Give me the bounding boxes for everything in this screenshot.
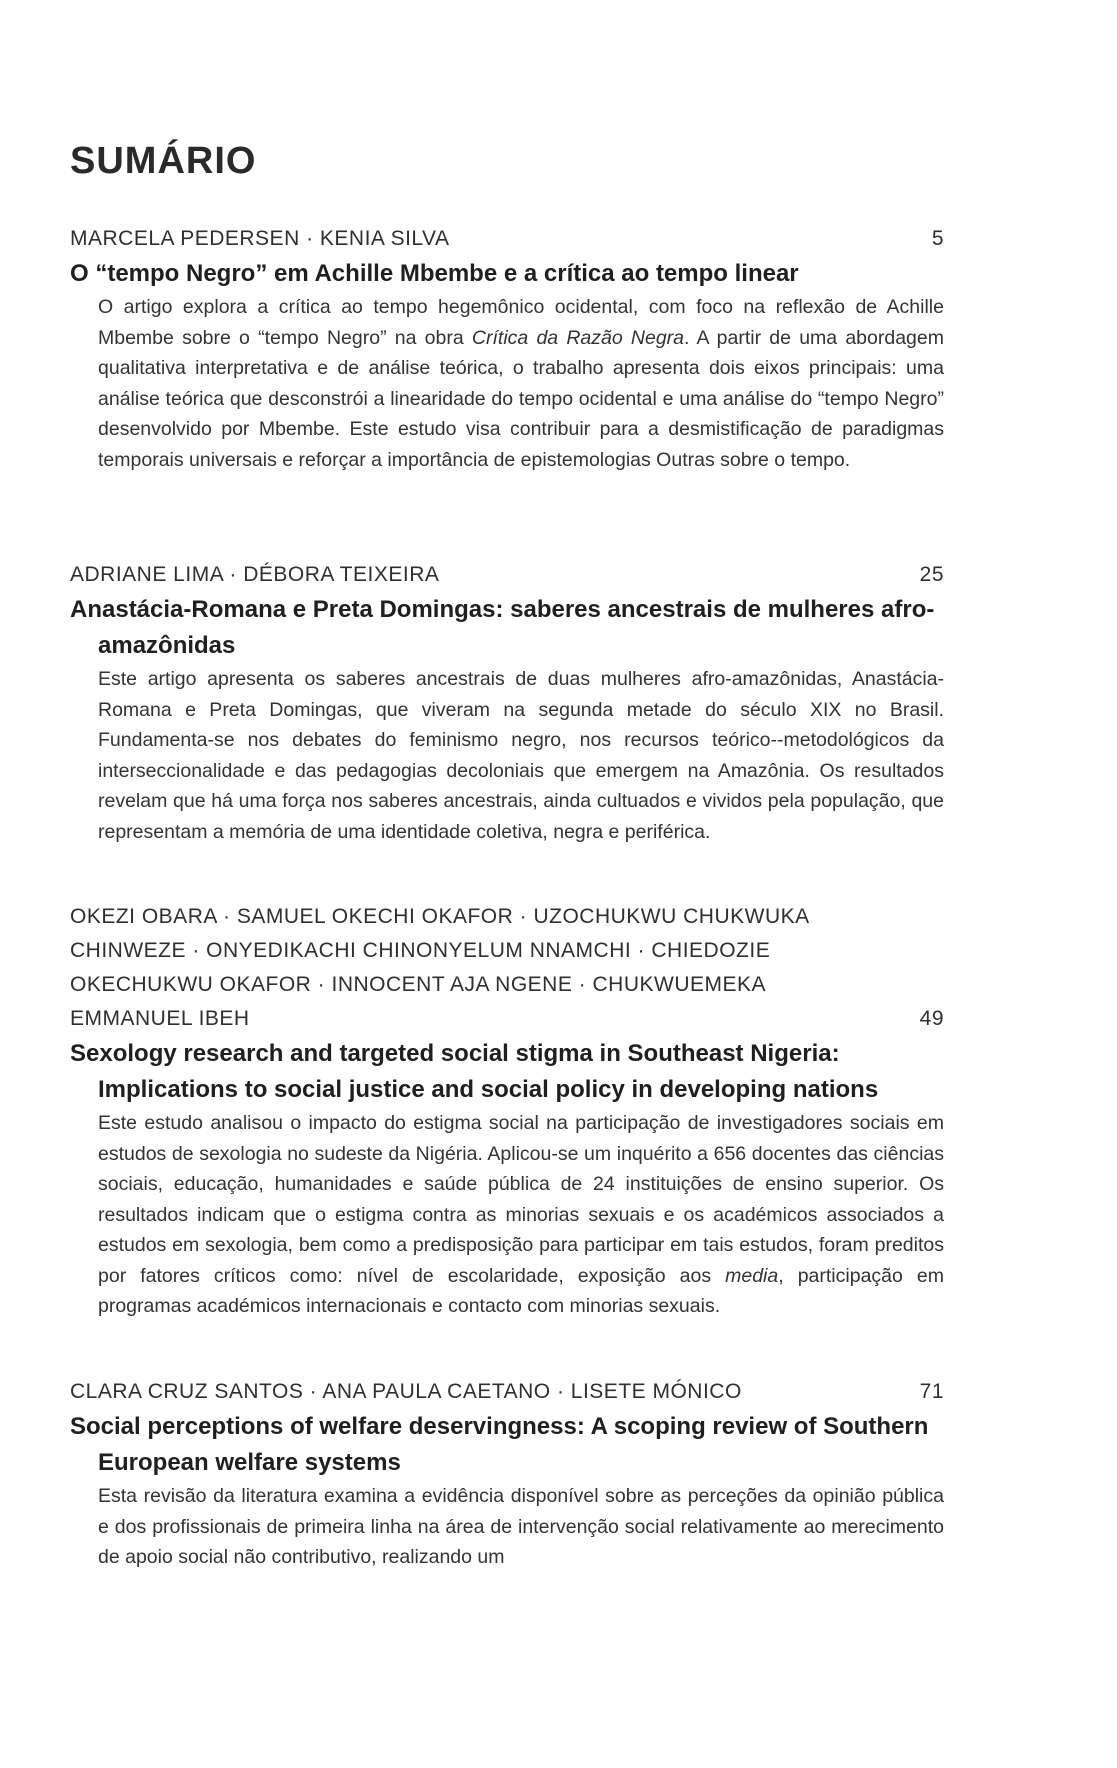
entry-page-number: 5 [931, 227, 944, 250]
entry-abstract [70, 1108, 944, 1322]
entry-page-number: 25 [919, 563, 944, 586]
entry-abstract: Este artigo apresenta os saberes ancestrais de duas mulheres afro-amazônidas, Anastácia-Romana e Preta Domingas, que viveram na segunda metade do século XIX no Brasil. Fundamenta-se nos debates do feminismo negro, nos recursos teórico--metodológicos da interseccionalidade e das pedagogias decoloniais que emergem na Amazônia. Os resultados revelam que há uma força nos saberes ancestrais, ainda cultuados e vividos pela população, que representam a memória de uma identidade coletiva, negra e periférica. [98, 668, 944, 843]
entry-authors: ADRIANE LIMA · DÉBORA TEIXEIRA [70, 563, 440, 586]
entry-authors: CLARA CRUZ SANTOS · ANA PAULA CAETANO · LISETE MÓNICO [70, 1380, 742, 1403]
entry-abstract: Esta revisão da literatura examina a evidência disponível sobre as perceções da opinião pública e dos profissionais de primeira linha na área de intervenção social relativamente ao merecimento de apoio social não contributivo, realizando um [98, 1485, 944, 1568]
entry-title: Social perceptions of welfare deservingness: A scoping review of Southern European welfare systems [70, 1413, 929, 1476]
toc-entry [70, 1375, 944, 1573]
entry-title: Anastácia-Romana e Preta Domingas: saberes ancestrais de mulheres afro-amazônidas [70, 596, 935, 659]
entry-title: O “tempo Negro” em Achille Mbembe e a crítica ao tempo linear [70, 260, 799, 287]
entry-authors: OKEZI OBARA · SAMUEL OKECHI OKAFOR · UZOCHUKWU CHUKWUKA CHINWEZE · ONYEDIKACHI CHINONYELUM NNAMCHI · CHIEDOZIE OKECHUKWU OKAFOR · INNOCENT AJA NGENE · CHUKWUEMEKA EMMANUEL IBEH [70, 905, 809, 1030]
entry-page-number: 71 [919, 1380, 944, 1403]
entry-authors: MARCELA PEDERSEN · KENIA SILVA [70, 227, 450, 250]
toc-entry [70, 558, 944, 847]
abstract-text: Este estudo analisou o impacto do estigma social na participação de investigadores sociais em estudos de sexologia no sudeste da Nigéria. Aplicou-se um inquérito a 656 docentes das ciências sociais, educação, humanidades e saúde pública de 24 instituições de ensino superior. Os resultados indicam que o estigma contra as minorias sexuais e os académicos associados a estudos em sexologia, bem como a predisposição para participar em tais estudos, foram preditos por fatores críticos como: nível de escolaridade, exposição aos [98, 1112, 944, 1287]
abstract-italic-text: Crítica da Razão Negra [471, 326, 685, 349]
toc-entry [70, 900, 944, 1322]
toc-entry [70, 222, 944, 475]
entry-title: Sexology research and targeted social stigma in Southeast Nigeria: Implications to social justice and social policy in developing nations [70, 1040, 879, 1103]
entry-abstract [70, 292, 944, 475]
abstract-text: , participação em programas académicos internacionais e contacto com minorias sexuais. [98, 1264, 944, 1317]
entry-authors-row [70, 900, 944, 1036]
entry-page-number: 49 [919, 1007, 944, 1030]
entry-authors-row [70, 222, 944, 256]
entry-authors-row [70, 558, 944, 592]
page-title: SUMÁRIO [70, 140, 257, 182]
entry-authors-row [70, 1375, 944, 1409]
abstract-italic-text: media [725, 1264, 779, 1287]
abstract-text: . A partir de uma abordagem qualitativa interpretativa e de análise teórica, o trabalho apresenta dois eixos principais: uma análise teórica que desconstrói a linearidade do tempo ocidental e uma análise do “tempo Negro” desenvolvido por Mbembe. Este estudo visa contribuir para a desmistificação de paradigmas temporais universais e reforçar a importância de epistemologias Outras sobre o tempo. [98, 326, 944, 471]
abstract-text: O artigo explora a crítica ao tempo hegemônico ocidental, com foco na reflexão de Achille Mbembe sobre o “tempo Negro” na obra [98, 296, 944, 349]
